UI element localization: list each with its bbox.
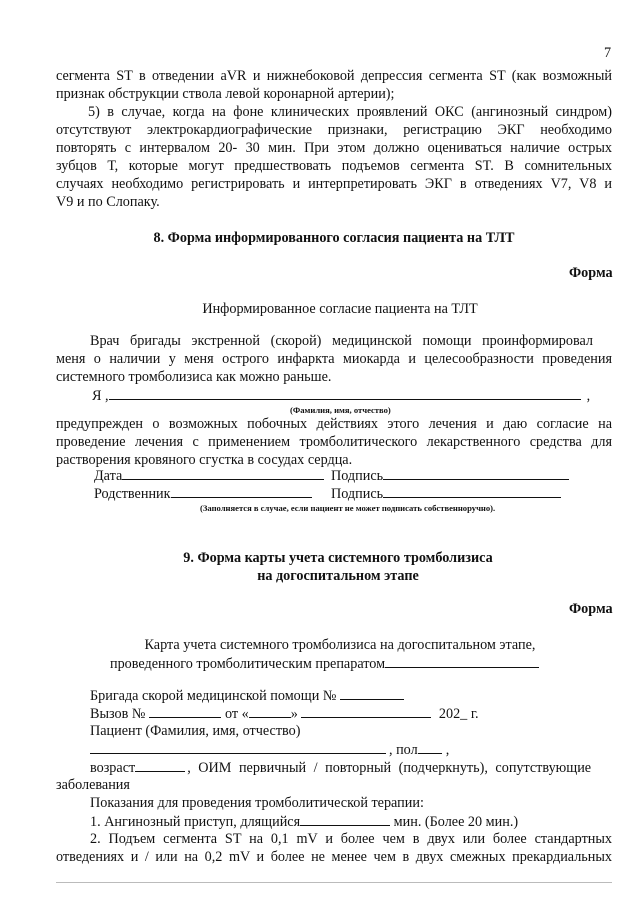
date-row [94,467,324,485]
date-label: Дата [94,468,123,484]
diseases-label: заболевания [56,777,130,793]
paragraph-line: V9 и по Слопаку. [56,194,160,210]
signature-field[interactable] [383,467,569,480]
date-field[interactable] [122,467,324,480]
indication-2-line: отведениях и / или на 0,2 mV и более не менее чем в двух смежных прекардиальных [56,849,612,865]
form-title: Информированное согласие пациента на ТЛТ [202,301,478,317]
age-rest: , ОИМ первичный / повторный (подчеркнуть), сопутствующие [187,760,592,776]
age-label: возраст [90,760,136,776]
sex-label: , пол [389,742,418,758]
paragraph-line: случаях необходимо регистрировать и интерпретировать ЭКГ в отведениях V7, V8 и [56,176,612,192]
patient-name-row [92,387,590,405]
age-row [90,759,591,777]
relative-label: Родственник [94,486,171,502]
paragraph-line: признак обструкции ствола левой коронарной артерии); [56,86,395,102]
relative-signature-field[interactable] [383,485,561,498]
consent-line: предупрежден о возможных побочных действиях этого лечения и даю согласие на [56,416,612,432]
call-label: Вызов № [90,706,146,722]
relative-signature-row [331,485,561,503]
relative-row [94,485,312,503]
call-number-field[interactable] [149,705,221,718]
sex-field[interactable] [418,741,442,754]
comma: , [586,388,591,404]
signature-row [331,467,569,485]
consent-line: системного тромболизиса как можно раньше. [56,369,332,385]
brigade-number-field[interactable] [340,687,404,700]
list-item-5: 5) в случае, когда на фоне клинических проявлений ОКС (ангинозный синдром) [88,104,612,120]
call-row [90,705,479,723]
page-bottom-rule [56,882,612,883]
paragraph-line: зубцов Т, которые могут предшествовать подъемов сегмента ST. В сомнительных [56,158,612,174]
card-title: Карта учета системного тромболизиса на догоспитальном этапе, [144,637,536,653]
fio-caption: (Фамилия, имя, отчество) [290,405,391,415]
indication-1-suffix: мин. (Более 20 мин.) [393,814,519,830]
consent-line: Врач бригады экстренной (скорой) медицинской помощи проинформировал [90,333,593,349]
patient-fio-field[interactable] [90,741,386,754]
section-heading: на догоспитальном этапе [257,568,419,584]
paragraph-line: отсутствуют электрокардиографические признаки, регистрацию ЭКГ необходимо [56,122,612,138]
card-title-row [110,655,539,673]
consent-line: растворения кровяного сгустка в сосудах сердца. [56,452,353,468]
section-heading: 9. Форма карты учета системного тромболизиса [183,550,493,566]
duration-field[interactable] [300,813,390,826]
form-label: Форма [569,265,613,281]
call-close: » [290,706,298,722]
brigade-label: Бригада скорой медицинской помощи № [90,688,337,704]
indication-1-prefix: 1. Ангинозный приступ, длящийся [90,814,301,830]
patient-label: Пациент (Фамилия, имя, отчество) [90,723,301,739]
patient-row [90,741,449,759]
indication-2-line: 2. Подъем сегмента ST на 0,1 mV и более чем в двух или более стандартных [90,831,612,847]
indication-1-row [90,813,518,831]
indications-label: Показания для проведения тромболитической терапии: [90,795,424,811]
i-label: Я , [92,388,109,404]
comma: , [445,742,450,758]
card-title-label: проведенного тромболитическим препаратом [110,656,386,672]
call-day-field[interactable] [249,705,291,718]
brigade-row [90,687,404,705]
patient-name-field[interactable] [109,387,581,400]
page-number: 7 [604,45,612,61]
call-from: от « [224,706,249,722]
consent-line: проведение лечения с применением тромболитического лекарственного средства для [56,434,612,450]
call-year: 202_ г. [438,706,479,722]
paragraph-line: сегмента ST в отведении aVR и нижнебоковой депрессия сегмента ST (как возможный [56,68,612,84]
relative-field[interactable] [171,485,312,498]
section-heading: 8. Форма информированного согласия пациента на ТЛТ [153,230,515,246]
age-field[interactable] [135,759,185,772]
signature-label: Подпись [331,468,384,484]
form-label: Форма [569,601,613,617]
signature-label: Подпись [331,486,384,502]
drug-field[interactable] [385,655,539,668]
consent-line: меня о наличии у меня острого инфаркта миокарда и целесообразности проведения [56,351,612,367]
relative-caption: (Заполняется в случае, если пациент не может подписать собственноручно). [200,503,496,513]
call-month-field[interactable] [301,705,431,718]
paragraph-line: повторять с интервалом 20- 30 мин. При этом должно оцениваться наличие острых [56,140,612,156]
